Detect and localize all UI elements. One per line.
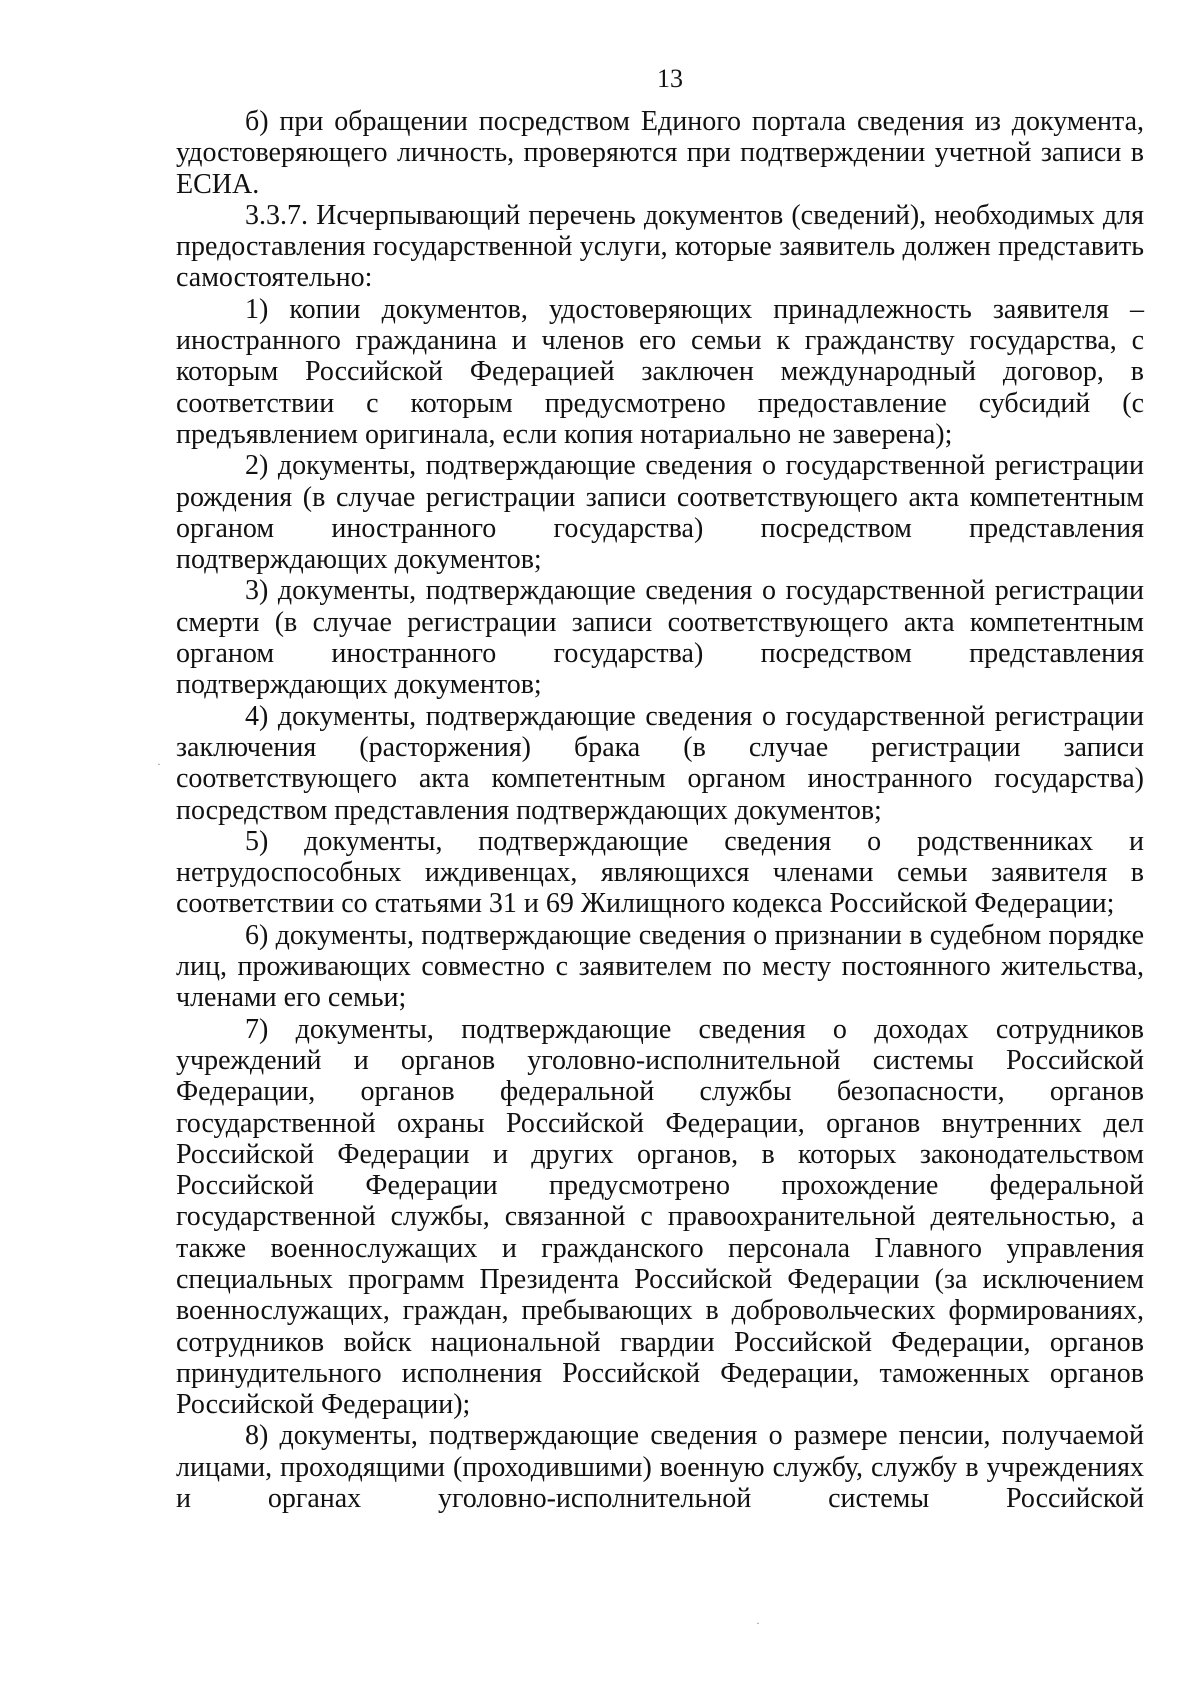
- list-item-7: 7) документы, подтверждающие сведения о доходах сотрудников учреждений и органов уголовно-исполнительной системы Российской Федерации, органов федеральной службы безопасности, органов государственной охраны Российской Федерации, органов внутренних дел Российской Федерации и других органов, в которых законодательством Российской Федерации предусмотрено прохождение федеральной государственной службы, связанной с правоохранительной деятельностью, а также военнослужащих и гражданского персонала Главного управления специальных программ Президента Российской Федерации (за исключением военнослужащих, граждан, пребывающих в добровольческих формированиях, сотрудников войск национальной гвардии Российской Федерации, органов принудительного исполнения Российской Федерации, таможенных органов Российской Федерации);: [176, 1013, 1144, 1421]
- scan-speck: ·: [157, 757, 161, 771]
- list-item-2: 2) документы, подтверждающие сведения о государственной регистрации рождения (в случае регистрации записи соответствующего акта компетентным органом иностранного государства) посредством представления подтверждающих документов;: [176, 450, 1144, 576]
- list-item-6: 6) документы, подтверждающие сведения о признании в судебном порядке лиц, проживающих совместно с заявителем по месту постоянного жительства, членами его семьи;: [176, 919, 1144, 1014]
- list-item-3: 3) документы, подтверждающие сведения о государственной регистрации смерти (в случае регистрации записи соответствующего акта компетентным органом иностранного государства) посредством представления подтверждающих документов;: [176, 575, 1144, 701]
- paragraph-3-3-7: 3.3.7. Исчерпывающий перечень документов (сведений), необходимых для предоставления государственной услуги, которые заявитель должен представить самостоятельно:: [176, 199, 1144, 294]
- scan-speck: ·: [756, 1616, 760, 1630]
- list-item-8: 8) документы, подтверждающие сведения о размере пенсии, получаемой лицами, проходящими (проходившими) военную службу, службу в учреждениях и органах уголовно-исполнительной системы Российской: [176, 1420, 1144, 1515]
- page-number: 13: [657, 64, 683, 93]
- paragraph-b-esia: б) при обращении посредством Единого портала сведения из документа, удостоверяющего личность, проверяются при подтверждении учетной записи в ЕСИА.: [176, 106, 1144, 200]
- list-item-4: 4) документы, подтверждающие сведения о государственной регистрации заключения (расторжения) брака (в случае регистрации записи соответствующего акта компетентным органом иностранного государства) посредством представления подтверждающих документов;: [176, 700, 1144, 826]
- list-item-5: 5) документы, подтверждающие сведения о родственниках и нетрудоспособных иждивенцах, являющихся членами семьи заявителя в соответствии со статьями 31 и 69 Жилищного кодекса Российской Федерации;: [176, 825, 1144, 920]
- document-body: [176, 106, 1144, 1514]
- list-item-1: 1) копии документов, удостоверяющих принадлежность заявителя – иностранного гражданина и членов его семьи к гражданству государства, с которым Российской Федерацией заключен международный договор, в соответствии с которым предусмотрено предоставление субсидий (с предъявлением оригинала, если копия нотариально не заверена);: [176, 293, 1144, 450]
